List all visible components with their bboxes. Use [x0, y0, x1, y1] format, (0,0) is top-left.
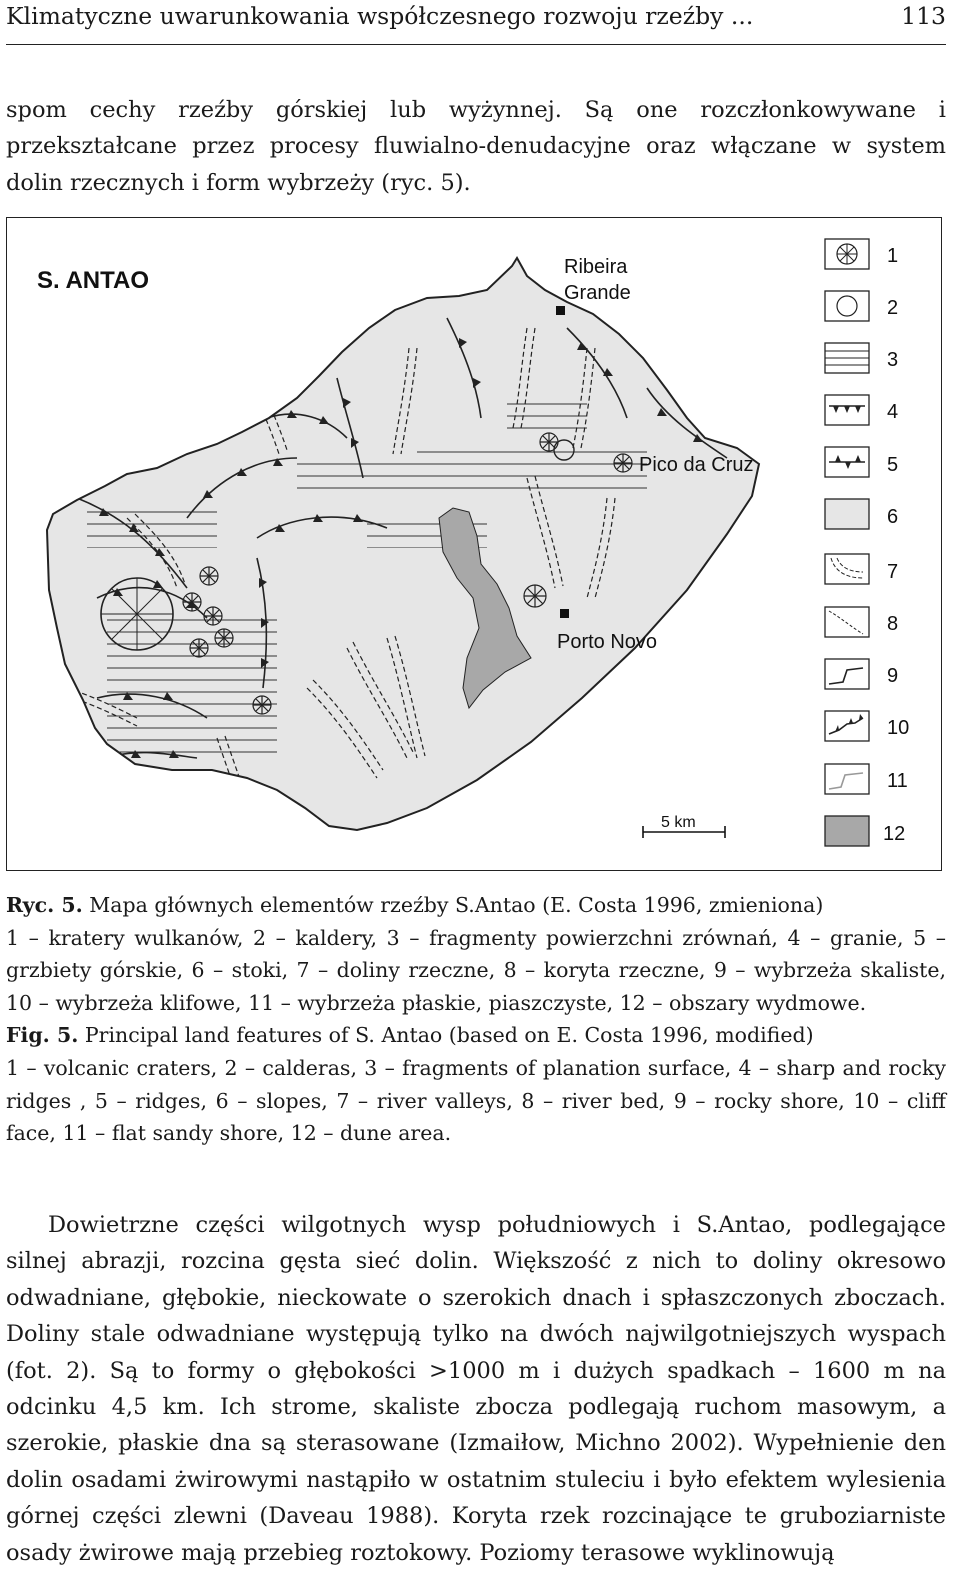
body-paragraph-bottom-text: Dowietrzne części wilgotnych wysp południowych i S.Antao, podlegające silnej abrazji, rozcina gęsta sieć dolin. Większość z nich to doliny okresowo odwadniane, głębokie, nieckowate o szerokich dnach i spłaszczonych zboczach. Doliny stale odwadniane występują tylko na dwóch najwilgotniejszych wyspach (fot. 2). Są to formy o głębokości >1000 m i dużych spadkach – 1600 m na odcinku 4,5 km. Ich strome, skaliste zbocza podlegają ruchom masowym, a szerokie, płaskie dna są sterasowane (Izmaiłow, Michno 2002). Wypełnienie den dolin osadami żwirowymi nastąpiło w ostatnim stuleciu i było efektem wylesienia górnej części zlewni (Daveau 1988). Koryta rzek rozcinające te gruboziarniste osady żwirowe mają przebieg roztokowy. Poziomy terasowe wyklinowują	[6, 1212, 946, 1566]
caption-en-legend: 1 – volcanic craters, 2 – calderas, 3 – fragments of planation surface, 4 – sharp and rocky ridges , 5 – ridges, 6 – slopes, 7 – river valleys, 8 – river bed, 9 – rocky shore, 10 – cliff face, 11 – flat sandy shore, 12 – dune area.	[6, 1055, 946, 1146]
planation-surface-south	[67, 778, 187, 802]
legend-number-3: 3	[887, 349, 899, 371]
caldera-large	[101, 578, 173, 650]
body-paragraph-bottom	[6, 1207, 946, 1571]
running-title: Klimatyczne uwarunkowania współczesnego rozwoju rzeźby ...	[6, 2, 754, 30]
legend-number-8: 8	[887, 613, 899, 635]
legend-number-11: 11	[887, 770, 908, 792]
ribeira-grande-marker	[556, 306, 565, 315]
label-ribeira: Ribeira	[564, 256, 628, 278]
map-svg	[7, 218, 943, 872]
caption-pl-legend: 1 – kratery wulkanów, 2 – kaldery, 3 – fragmenty powierzchni zrównań, 4 – granie, 5 – grzbiety górskie, 6 – stoki, 7 – doliny rzeczne, 8 – koryta rzeczne, 9 – wybrzeża skaliste, 10 – wybrzeża klifowe, 11 – wybrzeża płaskie, piaszczyste, 12 – obszary wydmowe.	[6, 925, 946, 1015]
figure-map-s-antao	[6, 217, 942, 871]
body-paragraph-top: spom cechy rzeźby górskiej lub wyżynnej. Są one rozczłonkowywane i przekształcane przez procesy fluwialno-denudacyjne oraz włączane w system dolin rzecznych i form wybrzeży (ryc. 5).	[6, 97, 946, 196]
legend-item-4	[825, 395, 898, 425]
legend-number-1: 1	[887, 245, 899, 267]
legend-item-8	[825, 607, 898, 637]
legend-number-6: 6	[887, 506, 899, 528]
planation-surface-central	[417, 443, 647, 493]
label-pico-da-cruz: Pico da Cruz	[639, 454, 754, 476]
legend-item-10	[825, 711, 909, 741]
label-porto-novo: Porto Novo	[557, 631, 658, 653]
scale-label: 5 km	[661, 814, 696, 831]
legend-number-7: 7	[887, 561, 899, 583]
legend-number-10: 10	[887, 717, 910, 739]
legend-item-3	[825, 343, 898, 373]
legend-number-9: 9	[887, 665, 899, 687]
map-legend	[825, 239, 909, 846]
legend-item-5	[825, 447, 898, 477]
legend-item-11	[825, 764, 908, 794]
legend-item-6	[825, 499, 898, 529]
caption-pl-title: Mapa głównych elementów rzeźby S.Antao (E. Costa 1996, zmieniona)	[89, 893, 824, 917]
caption-en-title: Principal land features of S. Antao (based on E. Costa 1996, modified)	[84, 1023, 814, 1048]
planation-surface-ne	[507, 398, 587, 438]
caption-english	[6, 1019, 946, 1149]
legend-number-2: 2	[887, 297, 899, 319]
running-header	[6, 0, 946, 45]
legend-number-4: 4	[887, 401, 899, 423]
legend-number-5: 5	[887, 454, 899, 476]
label-grande: Grande	[564, 282, 631, 304]
legend-item-12	[825, 816, 905, 846]
legend-item-2	[825, 291, 898, 321]
caption-en-label: Fig. 5.	[6, 1023, 79, 1048]
caption-pl-label: Ryc. 5.	[6, 893, 83, 917]
legend-number-12: 12	[883, 823, 906, 845]
legend-item-9	[825, 659, 898, 689]
caption-polish	[6, 889, 946, 1019]
legend-item-7	[825, 554, 898, 584]
map-title: S. ANTAO	[37, 267, 149, 294]
porto-novo-marker	[560, 609, 569, 618]
legend-item-1	[825, 239, 898, 269]
planation-surface-north	[297, 458, 417, 498]
planation-surface-southwest	[107, 618, 277, 758]
figure-caption	[6, 889, 946, 1150]
page-number: 113	[901, 2, 946, 30]
